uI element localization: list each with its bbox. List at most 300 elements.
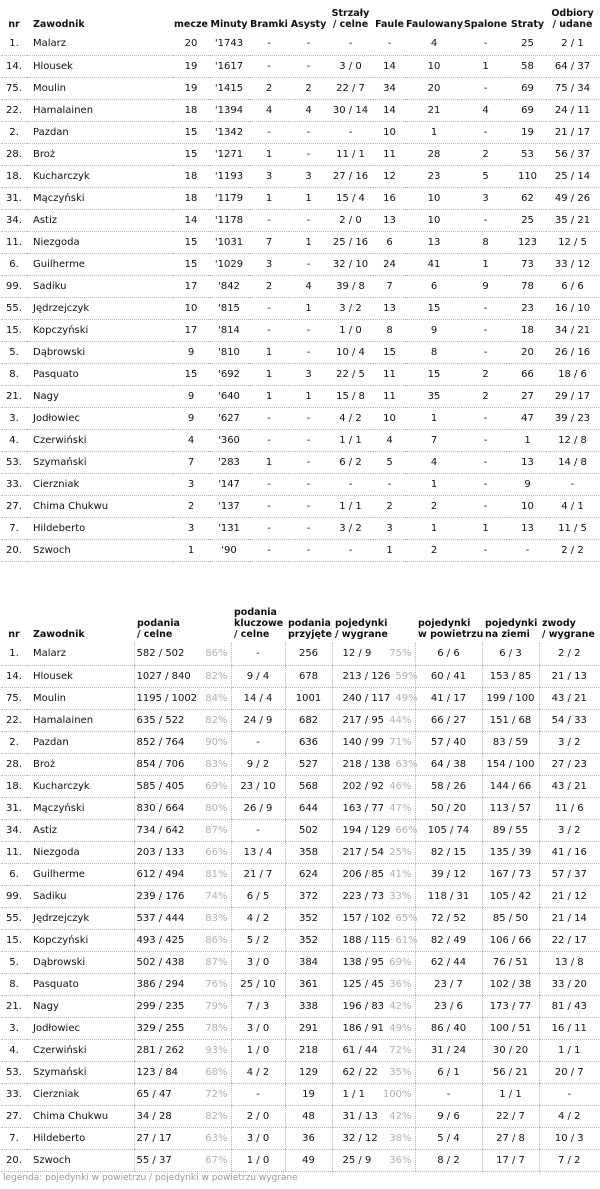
received-cell: 19 [285,1083,332,1105]
duels-percent: 44% [389,714,412,726]
tackles-cell: 33 / 12 [546,253,599,275]
player-name: Szwoch [27,1149,134,1171]
table-row [1,407,599,429]
ground-duels-cell: 6 / 3 [482,643,539,665]
passes-value: 34 / 28 [136,1110,172,1122]
goals-cell: 1 [249,451,289,473]
col-header-goals: Bramki [250,19,288,30]
shots-cell: 2 / 0 [328,209,373,231]
passes-value: 281 / 262 [136,1044,185,1056]
duels-value: 25 / 9 [342,1154,372,1166]
goals-cell: - [249,429,289,451]
assists-cell: - [289,121,328,143]
minutes-cell: '815 [209,297,249,319]
duels-cell [332,687,418,709]
table-row [1,275,599,297]
shots-cell: 15 / 8 [328,385,373,407]
duels-cell [332,797,415,819]
assists-cell: - [289,539,328,561]
tackles-cell: 2 / 1 [546,33,599,55]
table-row [1,863,599,885]
ground-duels-cell: 56 / 21 [482,1061,539,1083]
ground-duels-cell: 1 / 1 [482,1083,539,1105]
passes-cell [134,929,231,951]
matches-cell: 9 [173,341,209,363]
player-name: Jędrzejczyk [27,297,173,319]
player-name: Guilherme [27,253,173,275]
offsides-cell: - [462,407,509,429]
shots-cell: - [328,33,373,55]
ground-duels-cell: 135 / 39 [482,841,539,863]
duels-value: 218 / 138 [342,758,391,770]
tackles-cell: 24 / 11 [546,99,599,121]
key-passes-cell: - [231,643,285,665]
duels-value: 240 / 117 [342,692,391,704]
row-number: 7. [1,517,27,539]
passes-value: 55 / 37 [136,1154,172,1166]
dribbles-cell: 1 / 1 [539,1039,599,1061]
player-name: Kopczyński [27,929,134,951]
received-cell: 338 [285,995,332,1017]
minutes-cell: '1179 [209,187,249,209]
duels-percent: 61% [395,934,418,946]
duels-cell [332,1127,415,1149]
player-name: Hildeberto [27,1127,134,1149]
dribbles-cell: 27 / 23 [539,753,599,775]
player-name: Mączyński [27,187,173,209]
table-row [1,841,599,863]
player-name: Szymański [27,1061,134,1083]
air-duels-cell: 118 / 31 [415,885,482,907]
dribbles-cell: - [539,1083,599,1105]
fouled-cell: 4 [406,451,462,473]
col-header-fouled: Faulowany [406,19,464,30]
row-number: 2. [1,121,27,143]
row-number: 27. [1,1105,27,1127]
shots-cell: 39 / 8 [328,275,373,297]
table-row [1,665,599,687]
dribbles-cell: 57 / 37 [539,863,599,885]
fouled-cell: 1 [406,407,462,429]
duels-percent: 72% [389,1044,412,1056]
table-row [1,297,599,319]
assists-cell: - [289,473,328,495]
air-duels-cell: 6 / 1 [415,1061,482,1083]
col-header-shots: Strzały / celne [331,8,370,30]
dribbles-cell: 13 / 8 [539,951,599,973]
assists-cell: 4 [289,275,328,297]
offsides-cell: - [462,297,509,319]
duels-cell [332,1105,415,1127]
row-number: 21. [1,995,27,1017]
shots-cell: 30 / 14 [328,99,373,121]
offsides-cell: 2 [462,363,509,385]
legend-note: legenda: pojedynki w powietrzu / pojedynki w powietrzu wygrane [3,1173,298,1183]
goals-cell: 1 [249,143,289,165]
fouled-cell: 1 [406,473,462,495]
duels-percent: 49% [395,692,418,704]
passes-percent: 74% [205,890,228,902]
minutes-cell: '1415 [209,77,249,99]
losses-cell: 1 [509,429,546,451]
matches-cell: 18 [173,99,209,121]
passes-cell [134,731,231,753]
goals-cell: - [249,473,289,495]
duels-cell [332,665,418,687]
passes-cell [134,819,231,841]
tackles-cell: 56 / 37 [546,143,599,165]
passes-percent: 82% [205,1110,228,1122]
passes-value: 830 / 664 [136,802,185,814]
row-number: 6. [1,253,27,275]
passes-percent: 79% [205,1000,228,1012]
row-number: 20. [1,1149,27,1171]
key-passes-cell: 6 / 5 [231,885,285,907]
passes-cell [134,687,231,709]
ground-duels-cell: 30 / 20 [482,1039,539,1061]
tackles-cell: 6 / 6 [546,275,599,297]
table-row [1,451,599,473]
row-number: 7. [1,1127,27,1149]
duels-percent: 46% [389,780,412,792]
goals-cell: 1 [249,341,289,363]
row-number: 31. [1,187,27,209]
key-passes-cell: 3 / 0 [231,1127,285,1149]
col-header-air-duels: pojedynki w powietrzu [418,618,484,640]
fouled-cell: 10 [406,209,462,231]
key-passes-cell: - [231,819,285,841]
player-name: Hildeberto [27,517,173,539]
matches-cell: 18 [173,187,209,209]
fouled-cell: 7 [406,429,462,451]
duels-percent: 47% [389,802,412,814]
tackles-cell: 29 / 17 [546,385,599,407]
fouls-cell: - [373,33,406,55]
goals-cell: - [249,407,289,429]
minutes-cell: '1271 [209,143,249,165]
tackles-cell: 11 / 5 [546,517,599,539]
matches-cell: 4 [173,429,209,451]
fouled-cell: 41 [406,253,462,275]
minutes-cell: '1342 [209,121,249,143]
row-number: 2. [1,731,27,753]
passes-cell [134,797,231,819]
fouled-cell: 15 [406,363,462,385]
col-header-fouls: Faule [375,19,404,30]
dribbles-cell: 11 / 6 [539,797,599,819]
received-cell: 49 [285,1149,332,1171]
fouled-cell: 10 [406,187,462,209]
dribbles-cell: 54 / 33 [539,709,599,731]
dribbles-cell: 20 / 7 [539,1061,599,1083]
key-passes-cell: 4 / 2 [231,907,285,929]
passes-value: 1027 / 840 [136,670,191,682]
table-row [1,995,599,1017]
player-passing-duels-table [1,596,599,1172]
losses-cell: 13 [509,517,546,539]
passes-cell [134,775,231,797]
received-cell: 256 [285,643,332,665]
passes-value: 502 / 438 [136,956,185,968]
ground-duels-cell: 85 / 50 [482,907,539,929]
received-cell: 352 [285,907,332,929]
key-passes-cell: - [231,731,285,753]
player-name: Moulin [27,77,173,99]
air-duels-cell: 6 / 6 [415,643,482,665]
row-number: 8. [1,363,27,385]
player-name: Dąbrowski [27,341,173,363]
duels-percent: 42% [389,1000,412,1012]
duels-cell [332,775,415,797]
offsides-cell: - [462,77,509,99]
assists-cell: 3 [289,165,328,187]
row-number: 22. [1,709,27,731]
row-number: 75. [1,77,27,99]
row-number: 1. [1,643,27,665]
duels-value: 31 / 13 [342,1110,378,1122]
table-row [1,495,599,517]
passes-value: 203 / 133 [136,846,185,858]
duels-cell [332,731,415,753]
matches-cell: 15 [173,231,209,253]
duels-cell [332,1017,415,1039]
duels-value: 12 / 9 [342,648,372,660]
row-number: 28. [1,143,27,165]
player-name: Cierzniak [27,1083,134,1105]
duels-percent: 42% [389,1110,412,1122]
air-duels-cell: 66 / 27 [415,709,482,731]
duels-cell [332,995,415,1017]
key-passes-cell: 1 / 0 [231,1039,285,1061]
passes-value: 239 / 176 [136,890,185,902]
duels-percent: 65% [395,912,418,924]
player-name: Hamalainen [27,709,134,731]
duels-percent: 36% [389,978,412,990]
passes-cell [134,1061,231,1083]
duels-percent: 66% [395,824,418,836]
fouls-cell: 24 [373,253,406,275]
matches-cell: 2 [173,495,209,517]
key-passes-cell: 5 / 2 [231,929,285,951]
duels-percent: 59% [395,670,418,682]
key-passes-cell: 26 / 9 [231,797,285,819]
passes-cell [134,1127,231,1149]
duels-cell [332,1149,415,1171]
offsides-cell: 1 [462,517,509,539]
fouls-cell: 1 [373,539,406,561]
goals-cell: - [249,539,289,561]
offsides-cell: - [462,121,509,143]
assists-cell: - [289,341,328,363]
duels-cell [332,753,418,775]
passes-value: 493 / 425 [136,934,185,946]
key-passes-cell: 25 / 10 [231,973,285,995]
row-number: 99. [1,885,27,907]
duels-value: 125 / 45 [342,978,385,990]
row-number: 55. [1,907,27,929]
tackles-cell: 25 / 14 [546,165,599,187]
passes-cell [134,1149,231,1171]
passes-percent: 86% [205,648,228,660]
fouls-cell: 5 [373,451,406,473]
table-row [1,121,599,143]
duels-percent: 63% [395,758,418,770]
matches-cell: 15 [173,121,209,143]
assists-cell: - [289,253,328,275]
ground-duels-cell: 102 / 38 [482,973,539,995]
shots-cell: 27 / 16 [328,165,373,187]
tackles-cell: 75 / 34 [546,77,599,99]
passes-cell [134,643,231,665]
dribbles-cell: 21 / 12 [539,885,599,907]
fouls-cell: 11 [373,143,406,165]
dribbles-cell: 22 / 17 [539,929,599,951]
minutes-cell: '1617 [209,55,249,77]
ground-duels-cell: 17 / 7 [482,1149,539,1171]
key-passes-cell: 9 / 4 [231,665,285,687]
matches-cell: 3 [173,517,209,539]
received-cell: 678 [285,665,332,687]
table-row [1,797,599,819]
key-passes-cell: 1 / 0 [231,1149,285,1171]
player-name: Szwoch [27,539,173,561]
duels-value: 188 / 115 [342,934,391,946]
row-number: 33. [1,1083,27,1105]
offsides-cell: - [462,33,509,55]
air-duels-cell: 23 / 6 [415,995,482,1017]
passes-value: 612 / 494 [136,868,185,880]
matches-cell: 19 [173,77,209,99]
table-row [1,143,599,165]
goals-cell: - [249,517,289,539]
player-name: Kopczyński [27,319,173,341]
goals-cell: 1 [249,363,289,385]
player-name: Hlousek [27,665,134,687]
losses-cell: 53 [509,143,546,165]
fouls-cell: 10 [373,407,406,429]
duels-value: 32 / 12 [342,1132,378,1144]
player-name: Mączyński [27,797,134,819]
fouls-cell: - [373,473,406,495]
duels-value: 217 / 95 [342,714,385,726]
offsides-cell: 2 [462,143,509,165]
duels-value: 223 / 73 [342,890,385,902]
air-duels-cell: 9 / 6 [415,1105,482,1127]
table-row [1,231,599,253]
minutes-cell: '283 [209,451,249,473]
offsides-cell: - [462,429,509,451]
key-passes-cell: 13 / 4 [231,841,285,863]
fouled-cell: 6 [406,275,462,297]
assists-cell: - [289,55,328,77]
air-duels-cell: 82 / 15 [415,841,482,863]
matches-cell: 9 [173,385,209,407]
passes-cell [134,973,231,995]
table-row [1,1149,599,1171]
ground-duels-cell: 89 / 55 [482,819,539,841]
passes-value: 852 / 764 [136,736,185,748]
col-header-losses: Straty [510,19,545,30]
duels-value: 138 / 95 [342,956,385,968]
fouled-cell: 23 [406,165,462,187]
table-row [1,253,599,275]
player-name: Czerwiński [27,1039,134,1061]
fouled-cell: 35 [406,385,462,407]
table-row [1,731,599,753]
row-number: 55. [1,297,27,319]
ground-duels-cell: 199 / 100 [482,687,539,709]
offsides-cell: 3 [462,187,509,209]
table-row [1,973,599,995]
table-row [1,907,599,929]
offsides-cell: - [462,451,509,473]
losses-cell: 62 [509,187,546,209]
losses-cell: 47 [509,407,546,429]
minutes-cell: '640 [209,385,249,407]
player-name: Astiz [27,209,173,231]
fouls-cell: 34 [373,77,406,99]
passes-percent: 90% [205,736,228,748]
received-cell: 361 [285,973,332,995]
fouls-cell: 6 [373,231,406,253]
duels-value: 61 / 44 [342,1044,378,1056]
losses-cell: 69 [509,77,546,99]
table-row [1,77,599,99]
player-name: Sadiku [27,275,173,297]
row-number: 33. [1,473,27,495]
air-duels-cell: 5 / 4 [415,1127,482,1149]
passes-percent: 67% [205,1154,228,1166]
air-duels-cell: 60 / 41 [415,665,482,687]
air-duels-cell: 86 / 40 [415,1017,482,1039]
dribbles-cell: 3 / 2 [539,819,599,841]
shots-cell: 3 / 2 [328,297,373,319]
player-name: Pasquato [27,973,134,995]
col-header-minutes: Minuty [210,19,248,30]
player-name: Nagy [27,385,173,407]
col-header-nr: nr [8,19,20,30]
assists-cell: - [289,517,328,539]
player-name: Pazdan [27,121,173,143]
fouled-cell: 4 [406,33,462,55]
losses-cell: 58 [509,55,546,77]
duels-value: 217 / 54 [342,846,385,858]
ground-duels-cell: 27 / 8 [482,1127,539,1149]
received-cell: 48 [285,1105,332,1127]
key-passes-cell: - [231,1083,285,1105]
minutes-cell: '137 [209,495,249,517]
assists-cell: - [289,407,328,429]
matches-cell: 9 [173,407,209,429]
received-cell: 358 [285,841,332,863]
player-name: Szymański [27,451,173,473]
goals-cell: - [249,55,289,77]
goals-cell: 7 [249,231,289,253]
duels-cell [332,1039,415,1061]
air-duels-cell: 23 / 7 [415,973,482,995]
matches-cell: 20 [173,33,209,55]
assists-cell: - [289,451,328,473]
received-cell: 218 [285,1039,332,1061]
air-duels-cell: 105 / 74 [415,819,482,841]
goals-cell: 1 [249,187,289,209]
losses-cell: 123 [509,231,546,253]
key-passes-cell: 3 / 0 [231,951,285,973]
passes-percent: 83% [205,912,228,924]
offsides-cell: 5 [462,165,509,187]
tackles-cell: 14 / 8 [546,451,599,473]
offsides-cell: 4 [462,99,509,121]
